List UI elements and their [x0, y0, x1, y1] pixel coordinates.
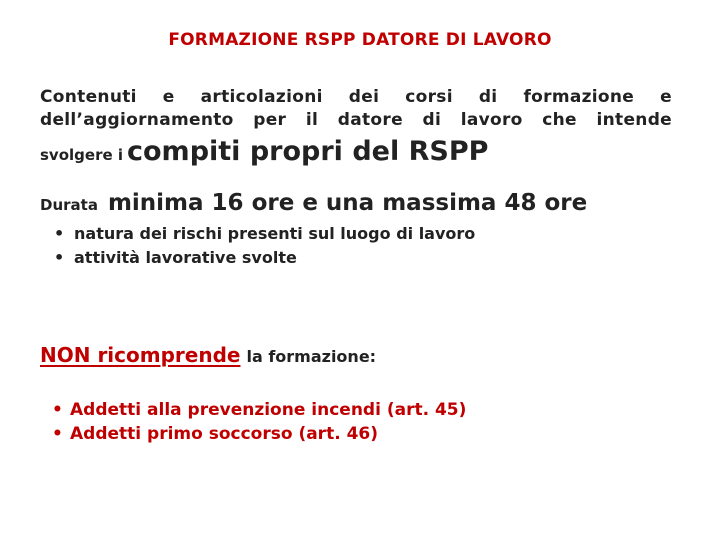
non-ricomprende-rest: la formazione: — [246, 347, 377, 366]
list-item: • natura dei rischi presenti sul luogo di lavoro — [54, 222, 475, 246]
intro-paragraph: Contenuti e articolazioni dei corsi di formazione e dell’aggiornamento per il datore di lavoro che intende — [40, 87, 672, 130]
slide-title: FORMAZIONE RSPP DATORE DI LAVORO — [168, 30, 552, 50]
durata-list — [54, 222, 475, 270]
non-ricomprende-highlight: NON ricomprende — [40, 343, 241, 367]
list-item: • Addetti alla prevenzione incendi (art. 45) — [52, 398, 466, 422]
intro-small-text: svolgere i — [40, 146, 123, 164]
intro-line-2 — [40, 136, 488, 167]
list-item: • Addetti primo soccorso (art. 46) — [52, 422, 466, 446]
durata-line — [40, 190, 587, 216]
list-item: • attività lavorative svolte — [54, 246, 475, 270]
durata-value: minima 16 ore e una massima 48 ore — [107, 190, 588, 216]
intro-big-text: compiti propri del RSPP — [127, 136, 489, 167]
non-ricomprende-line — [40, 343, 376, 367]
non-ricomprende-list — [52, 398, 466, 446]
durata-label: Durata — [40, 196, 98, 214]
